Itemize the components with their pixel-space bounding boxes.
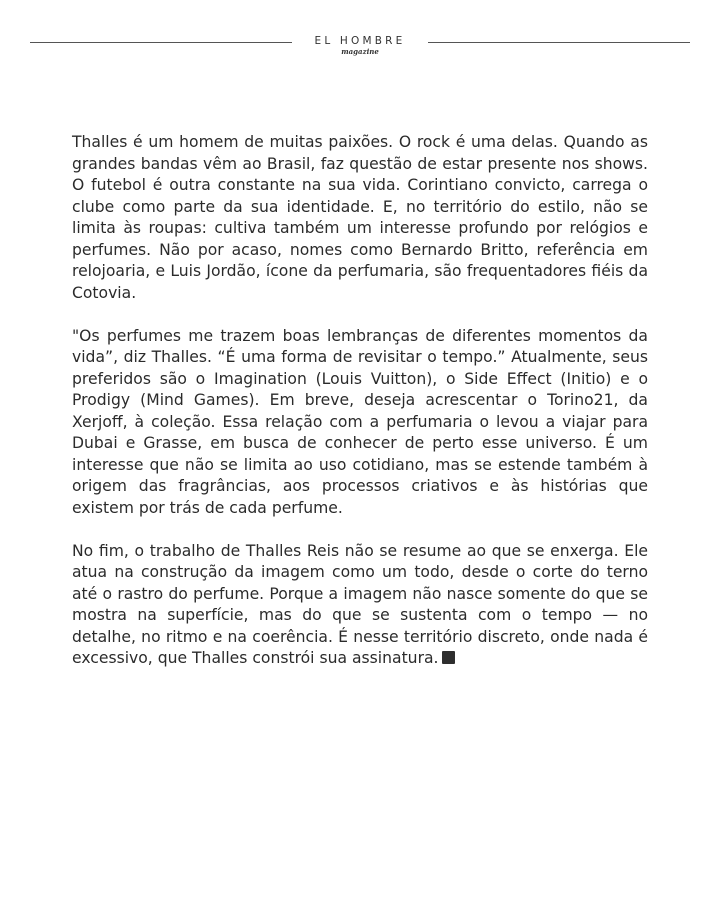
paragraph-1-text: Thalles é um homem de muitas paixões. O rock é uma delas. Quando as grandes bandas vêm ao Brasil, faz questão de estar presente nos shows. O futebol é outra constante na sua vida. Corintiano convicto, carrega o clube como parte da sua identidade. E, no território do estilo, não se limita às roupas: cultiva também um interesse profundo por relógios e perfumes. Não por acaso, nomes como Bernardo Britto, referência em relojoaria, e Luis Jordão, ícone da perfumaria, são frequentadores fiéis da Cotovia. xyxy=(72,133,648,302)
end-mark-icon xyxy=(442,651,455,664)
paragraph-3-text: No fim, o trabalho de Thalles Reis não se resume ao que se enxerga. Ele atua na construção da imagem como um todo, desde o corte do terno até o rastro do perfume. Porque a imagem não nasce somente do que se mostra na superfície, mas do que se sustenta com o tempo — no detalhe, no ritmo e na coerência. É nesse território discreto, onde nada é excessivo, que Thalles constrói sua assinatura. xyxy=(72,541,648,667)
article-paragraph-3 xyxy=(72,541,648,670)
article-body xyxy=(72,132,648,691)
masthead xyxy=(30,30,690,60)
paragraph-2-text: "Os perfumes me trazem boas lembranças de diferentes momentos da vida”, diz Thalles. “É uma forma de revisitar o tempo.” Atualmente, seus preferidos são o Imagination (Louis Vuitton), o Side Effect (Initio) e o Prodigy (Mind Games). Em breve, deseja acrescentar o Torino21, da Xerjoff, à coleção. Essa relação com a perfumaria o levou a viajar para Dubai e Grasse, em busca de conhecer de perto esse universo. É um interesse que não se limita ao uso cotidiano, mas se estende também à origem das fragrâncias, aos processos criativos e às histórias que existem por trás de cada perfume. xyxy=(72,326,648,517)
masthead-right-rule xyxy=(428,42,690,43)
magazine-tagline: magazine xyxy=(341,47,379,56)
magazine-title: EL HOMBRE xyxy=(314,35,406,47)
article-paragraph-1 xyxy=(72,132,648,304)
article-paragraph-2 xyxy=(72,326,648,520)
